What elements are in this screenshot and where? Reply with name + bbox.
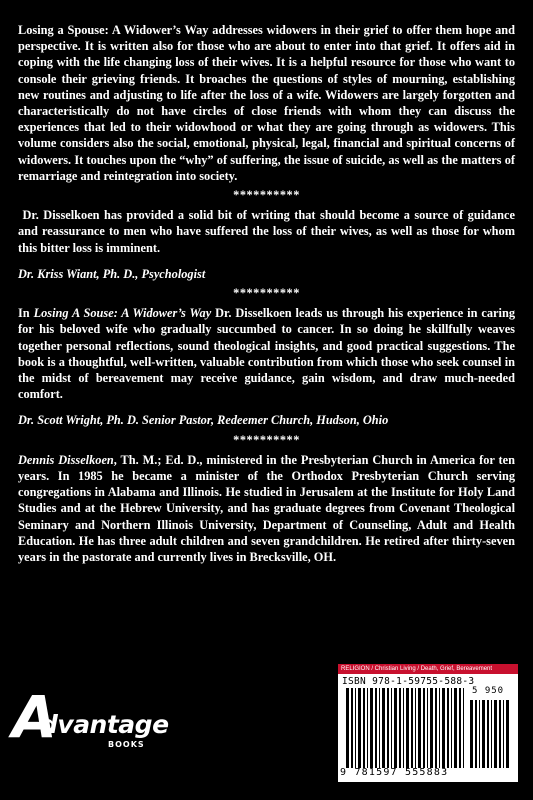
barcode-bar	[506, 700, 509, 768]
barcode-bar	[459, 688, 461, 768]
barcode-bar	[399, 688, 401, 768]
barcode-bar	[487, 700, 489, 768]
barcode-bar	[435, 688, 437, 768]
logo-initial: A	[12, 683, 57, 751]
barcode-bar	[346, 688, 349, 768]
review-1-attribution: Dr. Kriss Wiant, Ph. D., Psychologist	[18, 266, 206, 281]
barcode-bar	[430, 688, 433, 768]
separator: **********	[233, 286, 300, 301]
review-2-attribution: Dr. Scott Wright, Ph. D. Senior Pastor, Redeemer Church, Hudson, Ohio	[18, 413, 389, 428]
barcode-bar	[439, 688, 440, 768]
barcode-bar	[447, 688, 449, 768]
cover-text	[18, 22, 515, 565]
review-1-text: Dr. Disselkoen has provided a solid bit of writing that should become a source of guidance and reassurance to men who have suffered the loss of their wives, as well as those for whom this bitter loss is imminent.	[18, 208, 515, 255]
logo-word: dvantage	[40, 710, 169, 739]
barcode-box	[338, 664, 518, 782]
barcode-bar	[358, 688, 361, 768]
separator: **********	[233, 432, 300, 447]
barcode-bar	[418, 688, 421, 768]
barcode-bar	[375, 688, 377, 768]
barcode-bar	[482, 700, 485, 768]
book-title: Losing A Souse: A Widower’s Way	[33, 306, 212, 321]
barcode-bar	[403, 688, 404, 768]
barcode-bar	[494, 700, 497, 768]
barcode-bar	[394, 688, 397, 768]
barcode-bar	[503, 700, 504, 768]
barcode-bar	[370, 688, 373, 768]
barcode-bar	[454, 688, 457, 768]
barcode-bar	[470, 700, 473, 768]
barcode-bar	[367, 688, 368, 768]
ean-barcode	[346, 688, 464, 768]
barcode-bar	[391, 688, 392, 768]
barcode-bar	[442, 688, 445, 768]
barcode-bar	[415, 688, 416, 768]
author-bio: Dennis Disselkoen, Th. M.; Ed. D., ministered in the Presbyterian Church in America for ten years. In 1985 he became a minister of the Orthodox Presbyterian Church serving congregations in Alabama and Illinois. He studied in Jerusalem at the Institute for Holy Land Studies and at the Hebrew University, and has graduate degrees from Covenant Theological Seminary and Northern Illinois University, Department of Counseling, Adult and Health Education. He has three adult children and seven grandchildren. He retired after thirty-seven years in the pastorate and currently lives in Brecksville, OH.	[18, 452, 515, 565]
barcode-bar	[491, 700, 492, 768]
barcode-bar	[411, 688, 413, 768]
publisher-logo	[12, 683, 169, 758]
author-name: Dennis Disselkoen	[18, 452, 114, 467]
description-paragraph: Losing a Spouse: A Widower’s Way addresses widowers in their grief to offer them hope and perspective. It is written also for those who are about to enter into that grief. It offers aid in coping with the life changing loss of their wives. It is a helpful resource for those who want to console their grieving friends. It broaches the questions of styles of mourning, establishing new routines and adjusting to life after the loss of a wife. Widowers are largely forgotten and characteristically do not have circles of close friends with whom they can discuss the experiences that led to their widowhood or what they are going through as widowers. This volume considers also the social, emotional, physical, legal, financial and spiritual concerns of widowers. It touches upon the “why” of suffering, the issue of suicide, as well as the matters of remarriage and reintegration into society.	[18, 23, 515, 183]
separator: **********	[233, 188, 300, 203]
logo-sub: BOOKS	[108, 740, 145, 749]
barcode-bar	[451, 688, 452, 768]
barcode-bar	[423, 688, 425, 768]
barcode-bar	[382, 688, 385, 768]
category-label: RELIGION / Christian Living / Death, Grief, Bereavement	[338, 664, 518, 674]
isbn-text: ISBN 978-1-59755-588-3	[342, 676, 475, 687]
barcode-bar	[387, 688, 389, 768]
barcode-bar	[406, 688, 409, 768]
barcode-bar	[475, 700, 477, 768]
barcode-bar	[479, 700, 480, 768]
barcode-bar	[463, 688, 464, 768]
barcode-bar	[499, 700, 501, 768]
barcode-bar	[427, 688, 428, 768]
barcode-bar	[355, 688, 356, 768]
barcode-bar	[363, 688, 365, 768]
review-2-text: In Losing A Souse: A Widower’s Way Dr. Disselkoen leads us through his experience in caring for his beloved wife who gradually succumbed to cancer. In so doing he skillfully weaves together personal reflections, sound theological insights, and good practical suggestions. The book is a thoughtful, well-written, valuable contribution from which those who seek counsel in the midst of bereavement may receive guidance, gain wisdom, and draw much-needed comfort.	[18, 306, 515, 402]
barcode-bar	[351, 688, 353, 768]
price-barcode	[470, 700, 512, 768]
ean-digits: 9 781597 555883	[340, 767, 449, 778]
price-code: 5 950	[472, 686, 505, 696]
barcode-bar	[379, 688, 380, 768]
